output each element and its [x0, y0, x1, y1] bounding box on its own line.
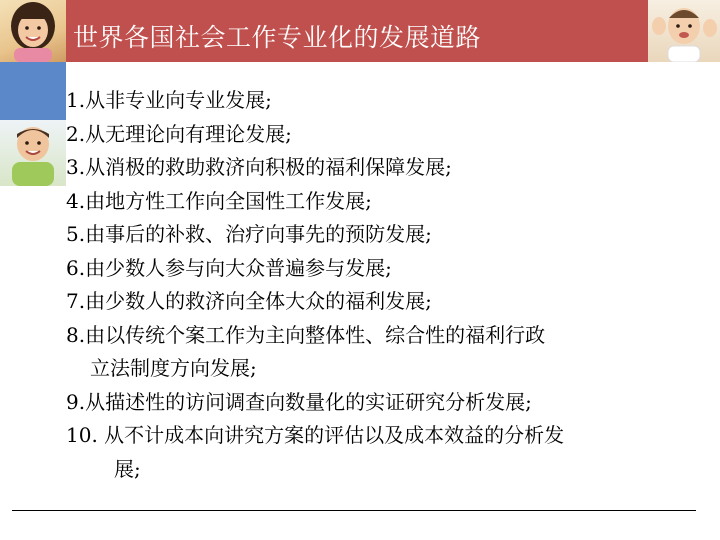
- child-photo-top-left: [0, 0, 66, 62]
- footer-divider: [12, 510, 696, 511]
- list-item-continuation: 立法制度方向发展;: [90, 356, 257, 380]
- accent-block: [0, 62, 66, 120]
- list-item: 8.由以传统个案工作为主向整体性、综合性的福利行政: [66, 322, 546, 347]
- list-item: 6.由少数人参与向大众普遍参与发展;: [66, 255, 392, 280]
- list-item: 2.从无理论向有理论发展;: [66, 121, 292, 146]
- child-photo-left: [0, 120, 66, 186]
- list-item: 4.由地方性工作向全国性工作发展;: [66, 188, 372, 213]
- list-item: 7.由少数人的救济向全体大众的福利发展;: [66, 289, 432, 313]
- slide-title: 世界各国社会工作专业化的发展道路: [73, 23, 482, 52]
- list-item: 9.从描述性的访问调查向数量化的实证研究分析发展;: [66, 389, 532, 414]
- list-item: 5.由事后的补救、治疗向事先的预防发展;: [66, 222, 432, 246]
- list-item-continuation: 展;: [114, 456, 141, 481]
- development-list: [66, 84, 696, 486]
- list-item: 10. 从不计成本向讲究方案的评估以及成本效益的分析发: [66, 423, 565, 447]
- child-photo-top-right: [648, 0, 720, 62]
- list-item: 1.从非专业向专业发展;: [66, 88, 272, 112]
- list-item: 3.从消极的救助救济向积极的福利保障发展;: [66, 155, 452, 179]
